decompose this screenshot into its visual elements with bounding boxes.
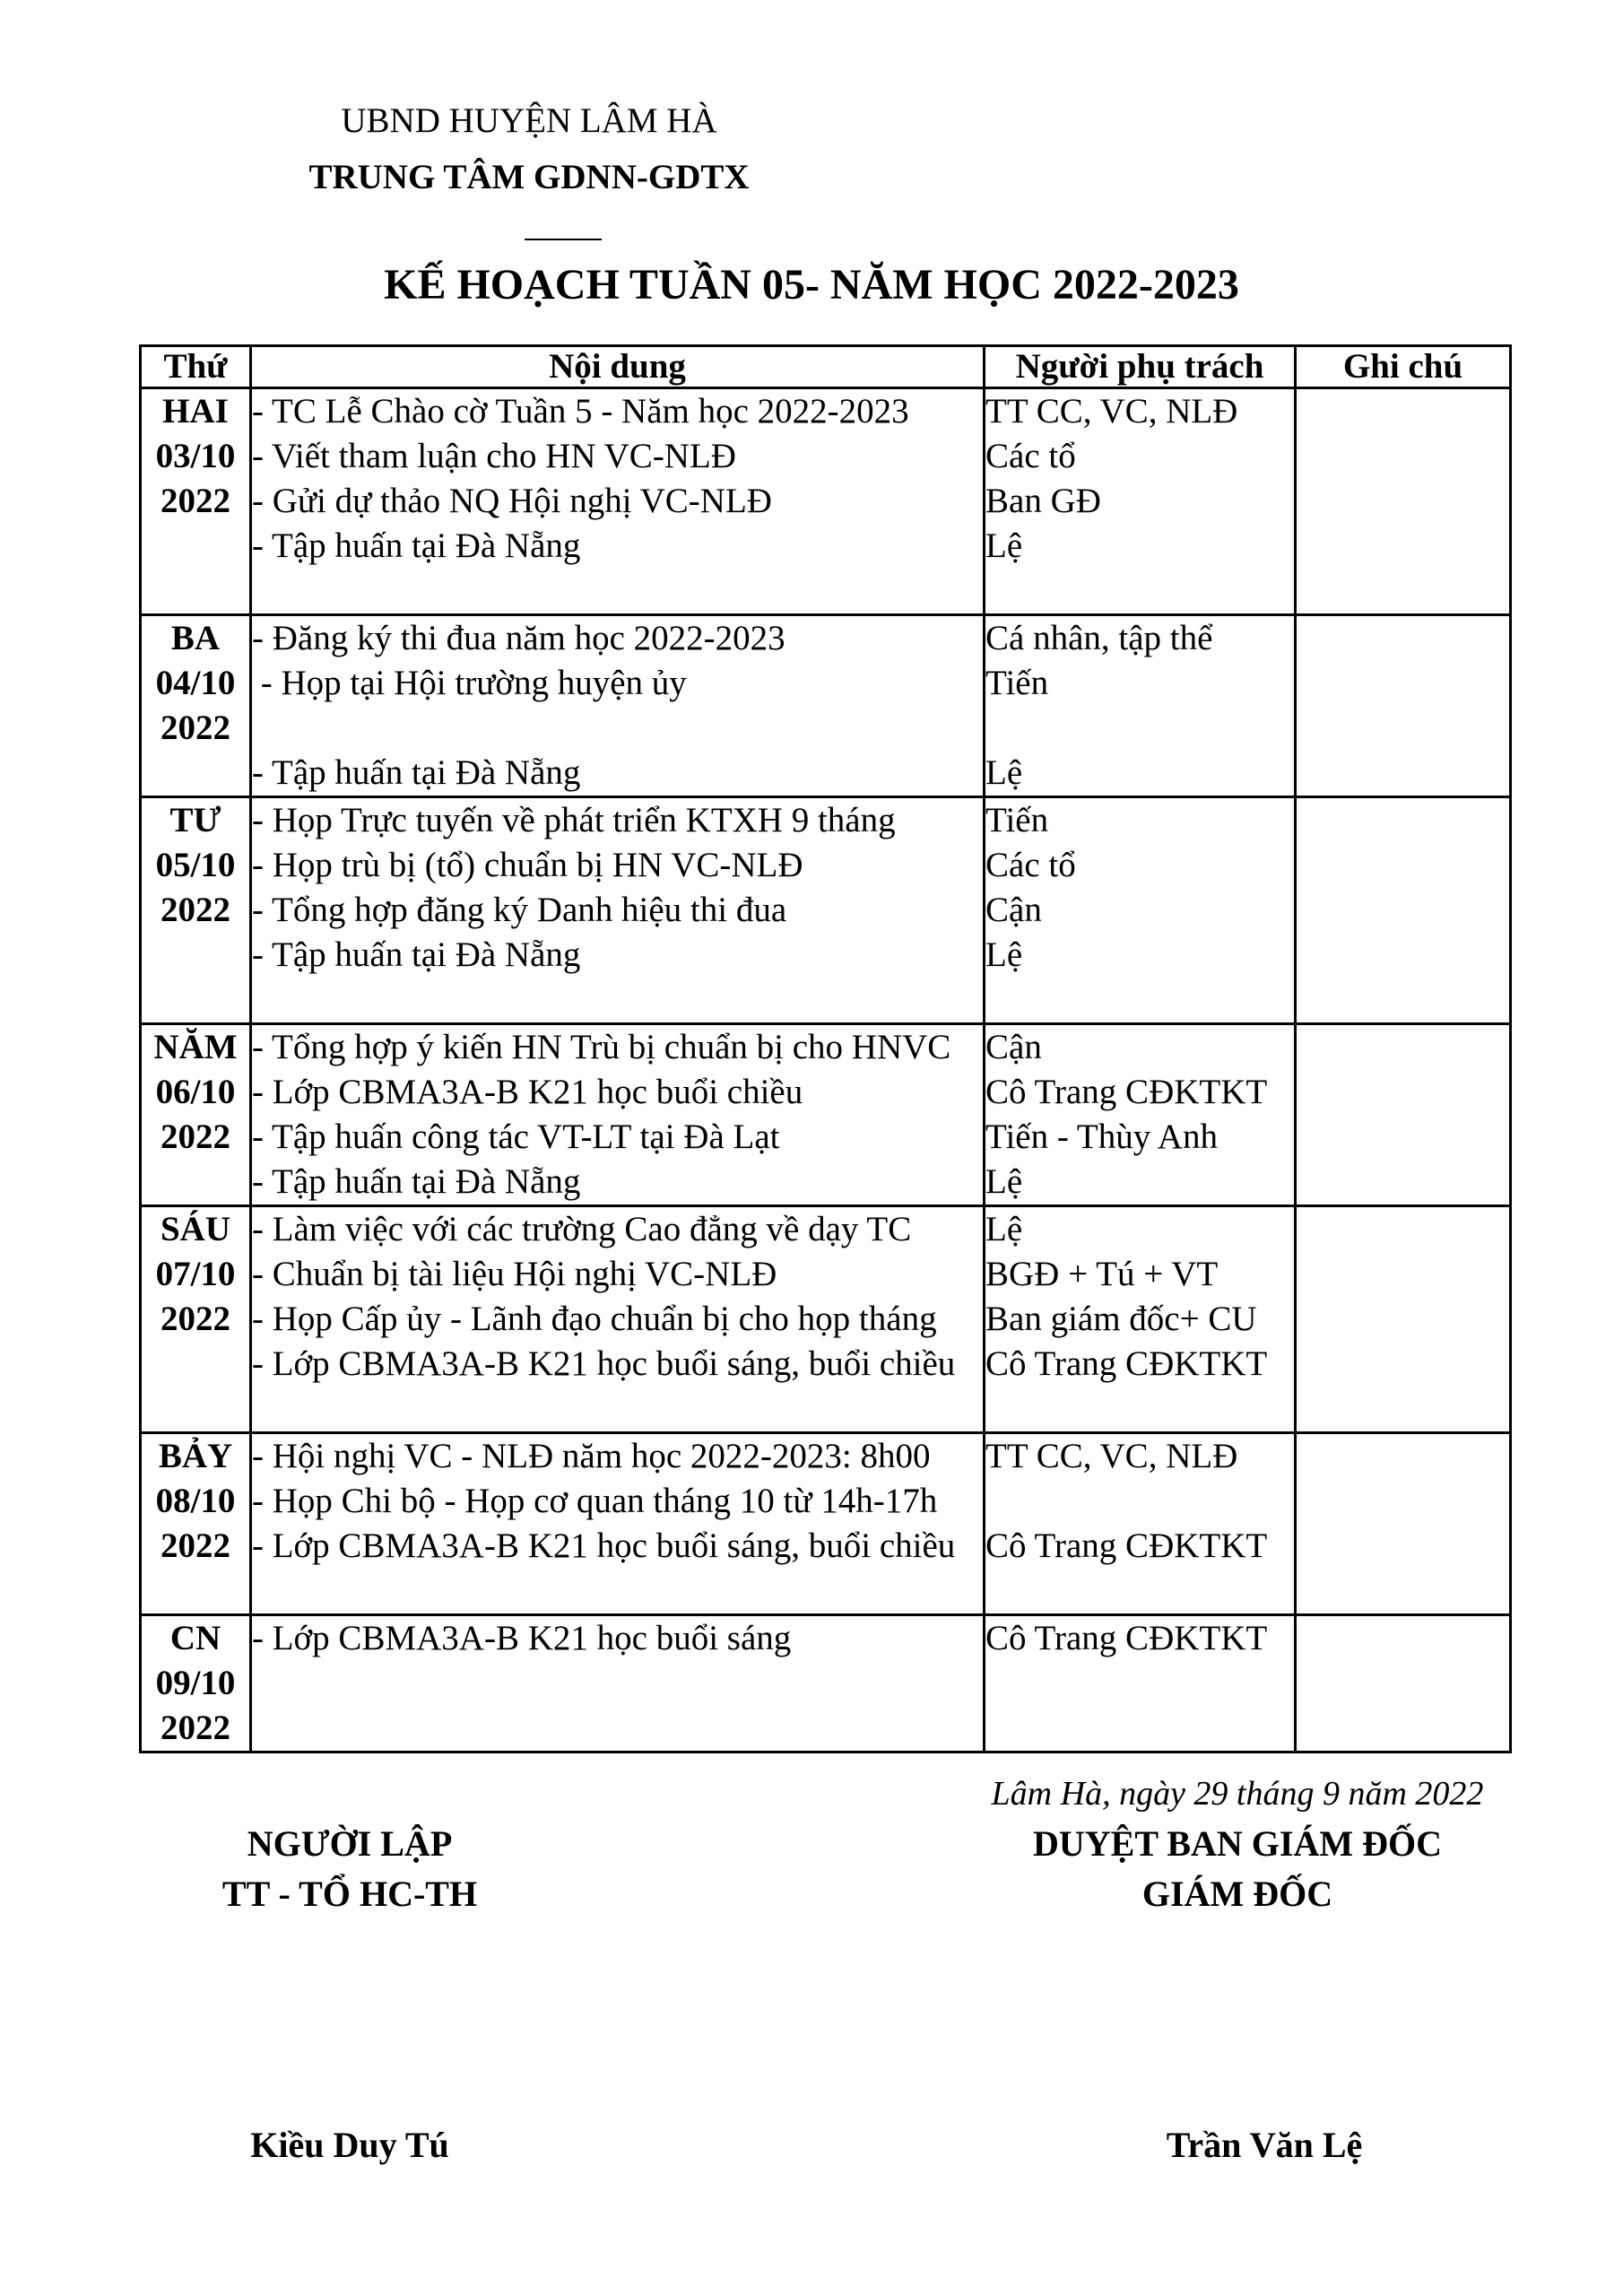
day-year: 2022 bbox=[161, 891, 230, 929]
task-line: - Tổng hợp ý kiến HN Trù bị chuẩn bị cho HNVC bbox=[252, 1028, 951, 1066]
approver-subtitle: GIÁM ĐỐC bbox=[1141, 1874, 1333, 1914]
notes-cell bbox=[1296, 1024, 1511, 1206]
content-cell bbox=[251, 1024, 985, 1206]
table-row bbox=[141, 388, 1511, 615]
responsible-cell bbox=[985, 1206, 1296, 1433]
preparer-name: Kiều Duy Tú bbox=[250, 2125, 449, 2165]
task-line: - Tập huấn công tác VT-LT tại Đà Lạt bbox=[252, 1118, 780, 1156]
table-row bbox=[141, 1433, 1511, 1615]
notes-cell bbox=[1296, 615, 1511, 797]
day-cell bbox=[141, 1615, 251, 1752]
responsible-line: TT CC, VC, NLĐ bbox=[985, 1437, 1238, 1475]
responsible-line: Cô Trang CĐKTKT bbox=[985, 1619, 1268, 1657]
col-header-day: Thứ bbox=[141, 346, 251, 388]
task-line: - Họp Chi bộ - Họp cơ quan tháng 10 từ 14h-17h bbox=[252, 1482, 938, 1520]
responsible-line: Cô Trang CĐKTKT bbox=[985, 1344, 1268, 1383]
col-header-responsible: Người phụ trách bbox=[985, 346, 1296, 388]
task-line: - Họp Trực tuyến về phát triển KTXH 9 tháng bbox=[252, 801, 896, 839]
day-year: 2022 bbox=[161, 1526, 230, 1565]
responsible-line: TT CC, VC, NLĐ bbox=[985, 392, 1238, 430]
table-row bbox=[141, 1615, 1511, 1752]
task-line bbox=[252, 706, 983, 751]
task-line: - Gửi dự thảo NQ Hội nghị VC-NLĐ bbox=[252, 482, 772, 520]
responsible-line bbox=[985, 978, 1294, 1022]
responsible-cell bbox=[985, 1433, 1296, 1615]
task-line: - Viết tham luận cho HN VC-NLĐ bbox=[252, 437, 736, 475]
task-line: - TC Lễ Chào cờ Tuần 5 - Năm học 2022-2023 bbox=[252, 392, 909, 430]
day-day: SÁU bbox=[160, 1210, 231, 1248]
place-date: Lâm Hà, ngày 29 tháng 9 năm 2022 bbox=[991, 1775, 1484, 1813]
document-title: KẾ HOẠCH TUẦN 05- NĂM HỌC 2022-2023 bbox=[384, 261, 1239, 309]
day-date: 04/10 bbox=[155, 664, 236, 702]
day-day: BA bbox=[170, 619, 221, 657]
notes-cell bbox=[1296, 1206, 1511, 1433]
content-cell bbox=[251, 388, 985, 615]
responsible-line: Cá nhân, tập thể bbox=[985, 619, 1213, 657]
content-cell bbox=[251, 1206, 985, 1433]
table-header-row bbox=[141, 346, 1511, 388]
notes-cell bbox=[1296, 388, 1511, 615]
task-line: - Họp trù bị (tổ) chuẩn bị HN VC-NLĐ bbox=[252, 846, 803, 884]
task-line bbox=[252, 1661, 983, 1706]
notes-cell bbox=[1296, 1433, 1511, 1615]
day-cell bbox=[141, 1433, 251, 1615]
responsible-line: Các tổ bbox=[985, 437, 1076, 475]
day-year: 2022 bbox=[161, 482, 230, 520]
task-line bbox=[252, 569, 983, 613]
day-cell bbox=[141, 615, 251, 797]
responsible-line: Tiến bbox=[985, 664, 1049, 702]
responsible-line bbox=[985, 1479, 1294, 1524]
day-date: 07/10 bbox=[155, 1255, 236, 1293]
task-line: - Lớp CBMA3A-B K21 học buổi sáng bbox=[252, 1619, 792, 1657]
day-cell bbox=[141, 388, 251, 615]
day-date: 09/10 bbox=[155, 1664, 236, 1702]
task-line: - Lớp CBMA3A-B K21 học buổi sáng, buổi chiều bbox=[252, 1344, 956, 1383]
day-cell bbox=[141, 1024, 251, 1206]
day-date: 05/10 bbox=[155, 846, 236, 884]
task-line: - Làm việc với các trường Cao đẳng về dạy TC bbox=[252, 1210, 912, 1248]
responsible-line: Tiến - Thùy Anh bbox=[985, 1118, 1218, 1156]
day-day: BẢY bbox=[158, 1437, 233, 1475]
preparer-subtitle: TT - TỔ HC-TH bbox=[221, 1874, 478, 1914]
responsible-cell bbox=[985, 797, 1296, 1024]
notes-cell bbox=[1296, 1615, 1511, 1752]
responsible-line: Lệ bbox=[985, 1162, 1023, 1201]
responsible-cell bbox=[985, 1615, 1296, 1752]
responsible-line bbox=[985, 569, 1294, 613]
preparer-title: NGƯỜI LẬP bbox=[247, 1823, 453, 1864]
day-date: 08/10 bbox=[155, 1482, 236, 1520]
responsible-line: Cô Trang CĐKTKT bbox=[985, 1526, 1268, 1565]
responsible-line bbox=[985, 1661, 1294, 1706]
responsible-cell bbox=[985, 388, 1296, 615]
content-cell bbox=[251, 615, 985, 797]
day-day: CN bbox=[169, 1619, 221, 1657]
day-day: NĂM bbox=[153, 1028, 238, 1066]
responsible-line: Cận bbox=[985, 891, 1042, 929]
responsible-line: Lệ bbox=[985, 526, 1023, 565]
table-body bbox=[141, 388, 1511, 1752]
table-row bbox=[141, 1206, 1511, 1433]
task-line: - Tập huấn tại Đà Nẵng bbox=[252, 526, 581, 565]
content-cell bbox=[251, 1433, 985, 1615]
responsible-line bbox=[985, 706, 1294, 751]
responsible-line: Cận bbox=[985, 1028, 1042, 1066]
responsible-line: Lệ bbox=[985, 753, 1023, 792]
center-name: TRUNG TÂM GDNN-GDTX bbox=[308, 158, 750, 196]
task-line: - Tập huấn tại Đà Nẵng bbox=[252, 753, 581, 792]
table-row bbox=[141, 797, 1511, 1024]
day-year: 2022 bbox=[161, 1709, 230, 1747]
approver-name: Trần Văn Lệ bbox=[1166, 2125, 1363, 2165]
content-cell bbox=[251, 797, 985, 1024]
task-line bbox=[252, 978, 983, 1022]
task-line: - Lớp CBMA3A-B K21 học buổi chiều bbox=[252, 1073, 803, 1111]
responsible-line: Lệ bbox=[985, 1210, 1023, 1248]
task-line: - Tập huấn tại Đà Nẵng bbox=[252, 1162, 581, 1201]
responsible-line bbox=[985, 1569, 1294, 1613]
notes-cell bbox=[1296, 797, 1511, 1024]
task-line bbox=[252, 1387, 983, 1431]
organization-name: UBND HUYỆN LÂM HÀ bbox=[341, 101, 717, 140]
task-line bbox=[252, 1569, 983, 1613]
responsible-line: Cô Trang CĐKTKT bbox=[985, 1073, 1268, 1111]
task-line: - Lớp CBMA3A-B K21 học buổi sáng, buổi chiều bbox=[252, 1526, 956, 1565]
responsible-line: Lệ bbox=[985, 935, 1023, 974]
responsible-cell bbox=[985, 1024, 1296, 1206]
responsible-cell bbox=[985, 615, 1296, 797]
weekly-plan-table bbox=[139, 344, 1512, 1753]
table-row bbox=[141, 1024, 1511, 1206]
table-row bbox=[141, 615, 1511, 797]
task-line: - Họp Cấp ủy - Lãnh đạo chuẩn bị cho họp tháng bbox=[252, 1300, 937, 1338]
content-cell bbox=[251, 1615, 985, 1752]
responsible-line bbox=[985, 1706, 1294, 1751]
task-line: - Hội nghị VC - NLĐ năm học 2022-2023: 8h00 bbox=[252, 1437, 931, 1475]
day-date: 06/10 bbox=[155, 1073, 236, 1111]
day-cell bbox=[141, 797, 251, 1024]
task-line: - Tập huấn tại Đà Nẵng bbox=[252, 935, 581, 974]
day-day: HAI bbox=[162, 392, 229, 430]
day-cell bbox=[141, 1206, 251, 1433]
task-line: - Tổng hợp đăng ký Danh hiệu thi đua bbox=[252, 891, 787, 929]
col-header-notes: Ghi chú bbox=[1296, 346, 1511, 388]
task-line bbox=[252, 1706, 983, 1751]
responsible-line: BGĐ + Tú + VT bbox=[985, 1255, 1219, 1293]
day-year: 2022 bbox=[161, 1118, 230, 1156]
day-year: 2022 bbox=[161, 1300, 230, 1338]
day-day: TƯ bbox=[169, 801, 221, 839]
col-header-content: Nội dung bbox=[251, 346, 985, 388]
responsible-line: Ban giám đốc+ CU bbox=[985, 1300, 1257, 1338]
header-divider bbox=[525, 239, 602, 240]
task-line: - Chuẩn bị tài liệu Hội nghị VC-NLĐ bbox=[252, 1255, 777, 1293]
approver-title: DUYỆT BAN GIÁM ĐỐC bbox=[1033, 1823, 1442, 1864]
responsible-line bbox=[985, 1387, 1294, 1431]
day-year: 2022 bbox=[161, 709, 230, 747]
responsible-line: Các tổ bbox=[985, 846, 1076, 884]
task-line: - Đăng ký thi đua năm học 2022-2023 bbox=[252, 619, 785, 657]
task-line: - Họp tại Hội trường huyện ủy bbox=[252, 664, 687, 702]
responsible-line: Ban GĐ bbox=[985, 482, 1101, 520]
day-date: 03/10 bbox=[155, 437, 236, 475]
responsible-line: Tiến bbox=[985, 801, 1049, 839]
